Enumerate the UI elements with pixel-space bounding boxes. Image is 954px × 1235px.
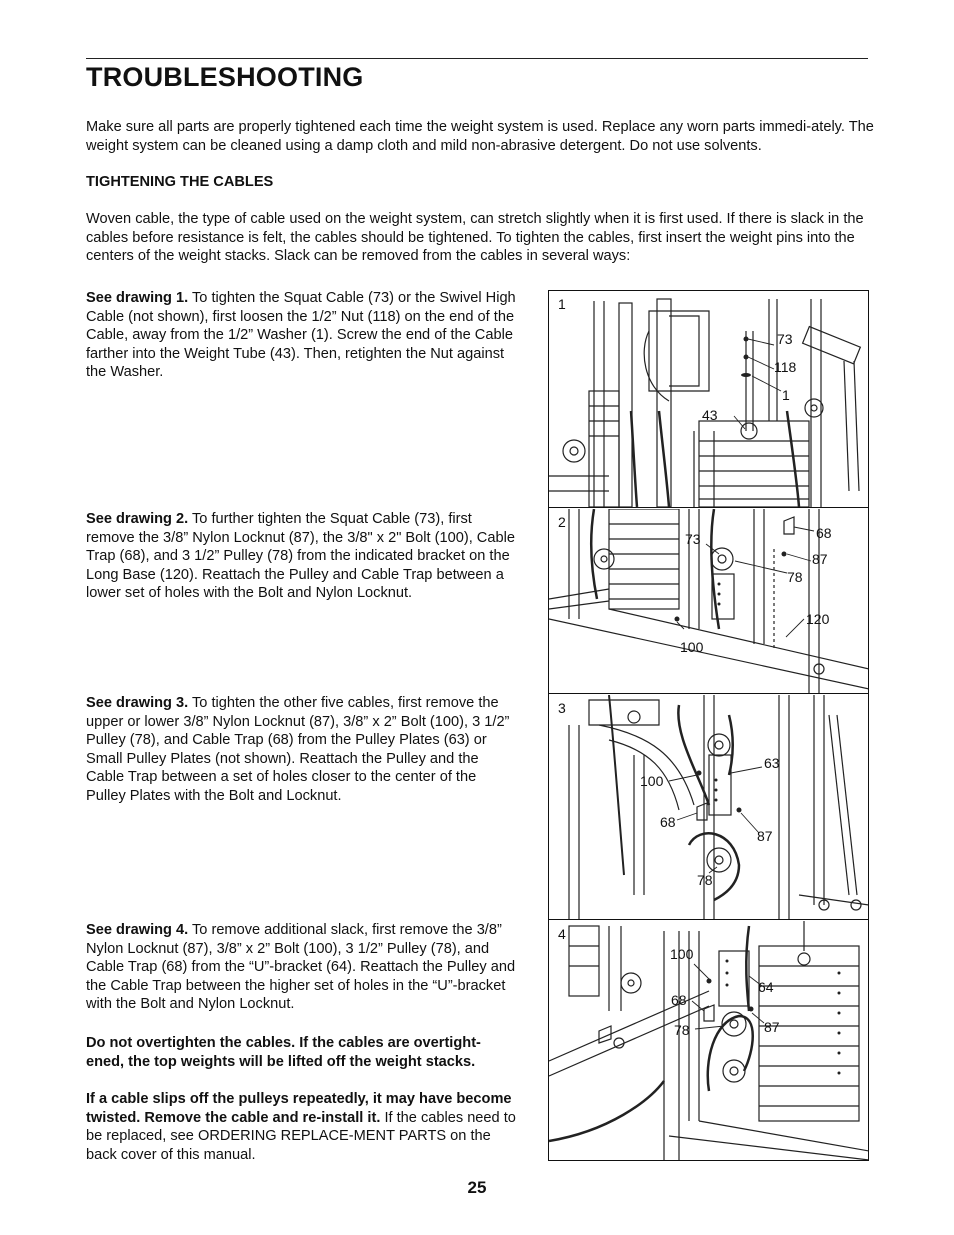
cable-slip-note xyxy=(86,1090,518,1164)
callout-43: 43 xyxy=(702,407,718,423)
page-number: 25 xyxy=(467,1178,487,1197)
drawing-2-number: 2 xyxy=(558,514,566,530)
step-text: To tighten the other five cables, first remove the upper or lower 3/8” Nylon Locknut (87), 3/8” x 2” Bolt (100), 3 1/2” Pulley (78), and Cable Trap (68) from the Pulley Plates (63) or Small Pulley Plates (not shown). Reattach the Pulley and the Cable Trap between a set of holes closer to the center of the Pulley Plates with the Bolt and Locknut. xyxy=(86,695,510,804)
callout-68: 68 xyxy=(816,525,832,541)
step-text: To tighten the Squat Cable (73) or the Swivel High Cable (not shown), first loosen the 1/2” Nut (118) on the end of the Cable, away from the 1/2” Washer (1). Screw the end of the Cable farther into the Weight Tube (43). Then, retighten the Nut against the Washer. xyxy=(86,290,516,381)
callout-73: 73 xyxy=(685,531,701,547)
callout-78: 78 xyxy=(787,569,803,585)
callout-87: 87 xyxy=(764,1019,780,1035)
drawing-1-illustration xyxy=(549,291,868,507)
callout-100: 100 xyxy=(640,773,664,789)
callout-87: 87 xyxy=(812,551,828,567)
callout-64: 64 xyxy=(758,979,774,995)
woven-cable-paragraph: Woven cable, the type of cable used on the weight system, can stretch slightly when it is first used. If there is slack in the cables before resistance is felt, the cables should be tightened. To tighten the cables, first insert the weight pins into the centers of the weight stacks. Slack can be removed from the cables in several ways: xyxy=(86,211,864,265)
drawings-figure xyxy=(548,290,869,1161)
step-drawing-2 xyxy=(86,510,518,603)
step-lead: See drawing 1. xyxy=(86,290,189,306)
section-heading: TIGHTENING THE CABLES xyxy=(86,174,274,190)
drawing-separator xyxy=(549,693,868,694)
drawing-4-illustration xyxy=(549,921,868,1160)
cable-slip-lead: If a cable slips off the pulleys repeatedly, it may have become twisted. Remove the cable and re-install it. xyxy=(86,1091,512,1126)
step-lead: See drawing 2. xyxy=(86,511,189,527)
drawing-2 xyxy=(549,509,868,693)
drawing-separator xyxy=(549,919,868,920)
callout-63: 63 xyxy=(764,755,780,771)
callout-78: 78 xyxy=(697,872,713,888)
step-drawing-4 xyxy=(86,921,518,1014)
callout-68: 68 xyxy=(660,814,676,830)
page-title: TROUBLESHOOTING xyxy=(86,62,364,92)
drawing-3 xyxy=(549,695,868,919)
step-lead: See drawing 4. xyxy=(86,922,189,938)
callout-118: 118 xyxy=(774,359,797,375)
drawing-4 xyxy=(549,921,868,1160)
drawing-1 xyxy=(549,291,868,507)
header-rule xyxy=(86,58,868,59)
step-drawing-3 xyxy=(86,694,518,806)
step-drawing-1 xyxy=(86,289,518,382)
step-text: To further tighten the Squat Cable (73), first remove the 3/8” Nylon Locknut (87), the 3/8" x 2" Bolt (100), Cable Trap (68), and 3 1/2” Pulley (78) from the indicated bracket on the Long Base (120). Reattach the Pulley and Cable Trap between a lower set of holes with the Bolt and Nylon Locknut. xyxy=(86,511,515,602)
callout-100: 100 xyxy=(680,639,704,655)
drawing-separator xyxy=(549,507,868,508)
drawing-1-number: 1 xyxy=(558,296,566,312)
callout-68: 68 xyxy=(671,992,687,1008)
callout-78: 78 xyxy=(674,1022,690,1038)
callout-100: 100 xyxy=(670,946,694,962)
step-text: To remove additional slack, first remove the 3/8” Nylon Locknut (87), 3/8” x 2” Bolt (100), 3 1/2” Pulley (78), and Cable Trap (68) from the “U”-bracket (64). Reattach the Pulley and the Cable Trap between the higher set of holes in the “U”-bracket with the Bolt and Nylon Locknut. xyxy=(86,922,516,1013)
drawing-4-number: 4 xyxy=(558,926,566,942)
intro-paragraph: Make sure all parts are properly tightened each time the weight system is used. Replace any worn parts immedi-ately. The weight system can be cleaned using a damp cloth and mild non-abrasive detergent. Do not use solvents. xyxy=(86,119,874,154)
step-lead: See drawing 3. xyxy=(86,695,189,711)
cable-slip-text: If the cables need to be replaced, see ORDERING REPLACE-MENT PARTS on the back cover of this manual. xyxy=(86,1109,516,1163)
callout-87: 87 xyxy=(757,828,773,844)
callout-1: 1 xyxy=(782,387,790,403)
drawing-3-number: 3 xyxy=(558,700,566,716)
callout-120: 120 xyxy=(806,611,830,627)
overtighten-warning: Do not overtighten the cables. If the cables are overtight-ened, the top weights will be lifted off the weight stacks. xyxy=(86,1035,481,1070)
callout-73: 73 xyxy=(777,331,793,347)
